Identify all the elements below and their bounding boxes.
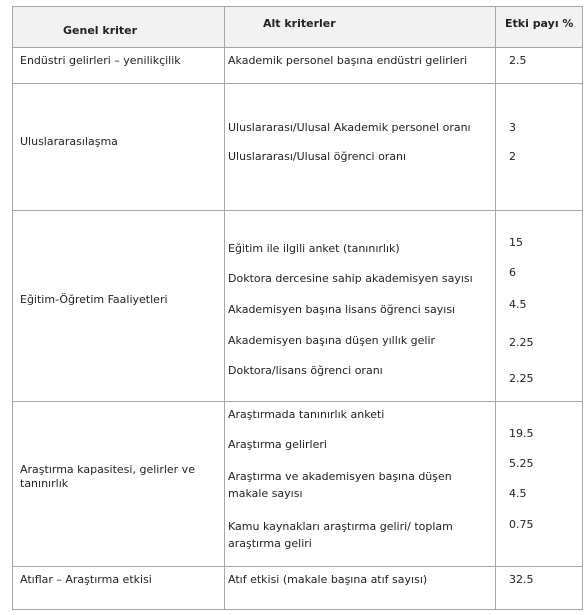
weight-value: 2 bbox=[509, 150, 516, 163]
row-divider bbox=[13, 83, 582, 84]
weight-value: 4.5 bbox=[509, 298, 527, 311]
row-divider bbox=[13, 566, 582, 567]
weight-value: 6 bbox=[509, 266, 516, 279]
general-criterion: Araştırma kapasitesi, gelirler ve tanınırlık bbox=[20, 463, 195, 490]
weight-value: 32.5 bbox=[509, 573, 534, 586]
sub-criterion: Araştırma ve akademisyen başına düşen makale sayısı bbox=[228, 470, 452, 500]
general-criterion: Endüstri gelirleri – yenilikçilik bbox=[20, 54, 181, 67]
column-divider bbox=[495, 7, 496, 609]
row-divider bbox=[13, 401, 582, 402]
general-criterion: Uluslararasılaşma bbox=[20, 135, 118, 148]
weight-value: 2.25 bbox=[509, 336, 534, 349]
sub-criterion: Eğitim ile ilgili anket (tanınırlık) bbox=[228, 242, 400, 255]
header-general: Genel kriter bbox=[63, 24, 138, 37]
sub-criterion: Akademik personel başına endüstri gelirleri bbox=[228, 54, 468, 67]
sub-criterion: Kamu kaynakları araştırma geliri/ toplam araştırma geliri bbox=[228, 520, 453, 550]
sub-criterion: Doktora/lisans öğrenci oranı bbox=[228, 364, 383, 377]
sub-criterion: Uluslararası/Ulusal Akademik personel oranı bbox=[228, 121, 471, 134]
sub-criterion: Atıf etkisi (makale başına atıf sayısı) bbox=[228, 573, 428, 586]
sub-criterion: Araştırma gelirleri bbox=[228, 438, 327, 451]
weight-value: 0.75 bbox=[509, 518, 534, 531]
general-criterion: Atıflar – Araştırma etkisi bbox=[20, 573, 152, 586]
row-divider bbox=[13, 210, 582, 211]
criteria-table bbox=[12, 6, 583, 610]
weight-value: 2.25 bbox=[509, 372, 534, 385]
sub-criterion: Akademisyen başına lisans öğrenci sayısı bbox=[228, 303, 456, 316]
weight-value: 2.5 bbox=[509, 54, 527, 67]
sub-criterion: Uluslararası/Ulusal öğrenci oranı bbox=[228, 150, 407, 163]
sub-criterion: Doktora dercesine sahip akademisyen sayısı bbox=[228, 272, 473, 285]
weight-value: 15 bbox=[509, 236, 523, 249]
row-divider bbox=[13, 47, 582, 48]
header-sub: Alt kriterler bbox=[263, 17, 336, 30]
sub-criterion: Akademisyen başına düşen yıllık gelir bbox=[228, 334, 436, 347]
weight-value: 4.5 bbox=[509, 487, 527, 500]
weight-value: 5.25 bbox=[509, 457, 534, 470]
sub-criterion: Araştırmada tanınırlık anketi bbox=[228, 408, 385, 421]
header-weight: Etki payı % bbox=[505, 17, 574, 30]
column-divider bbox=[224, 7, 225, 609]
weight-value: 19.5 bbox=[509, 427, 534, 440]
weight-value: 3 bbox=[509, 121, 516, 134]
general-criterion: Eğitim-Öğretim Faaliyetleri bbox=[20, 293, 168, 306]
